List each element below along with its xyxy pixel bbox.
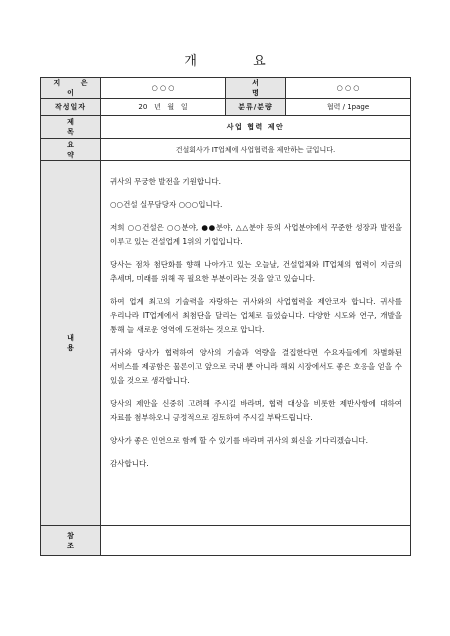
author-value: ○ ○ ○	[101, 78, 226, 99]
date-row	[41, 99, 411, 116]
reference-row	[41, 526, 411, 556]
content-paragraph: ○○건설 실무담당자 ○○○입니다.	[110, 200, 223, 209]
subject-label: 제 목	[41, 116, 101, 139]
date-label: 작성일자	[41, 99, 101, 116]
document-title: 개 요	[184, 54, 292, 69]
content-paragraph: 당사의 제안을 신중히 고려해 주시길 바라며, 협력 대상을 비롯한 제반사항에 대하여 자료를 첨부하오니 긍정적으로 검토하여 주시길 부탁드립니다.	[110, 399, 402, 422]
author-row	[41, 78, 411, 99]
content-paragraph: 귀사와 당사가 협력하여 양사의 기술과 역량을 결집한다면 수요자들에게 차별화된 서비스를 제공함은 물론이고 앞으로 국내 뿐 아니라 해외 시장에서도 좋은 호응을 얻을 수 있을 것으로 생각합니다.	[110, 348, 402, 385]
category-label: 분류/분량	[226, 99, 286, 116]
content-row	[41, 161, 411, 526]
content-paragraph: 하여 업계 최고의 기술력을 자랑하는 귀사와의 사업협력을 제안코자 합니다. 귀사를 우리나라 IT업계에서 최첨단을 달리는 업체로 들었습니다. 다양한 시도와 연구, 개발을 통해 늘 새로운 영역에 도전하는 것으로 압니다.	[110, 297, 402, 334]
content-paragraph: 당사는 점차 첨단화를 향해 나아가고 있는 오늘날, 건설업체와 IT업체의 협력이 지금의 추세며, 미래를 위해 꼭 필요한 부분이라는 것을 알고 있습니다.	[110, 260, 402, 283]
reference-label: 참 조	[41, 526, 101, 556]
overview-form-table	[40, 77, 411, 556]
signature-label: 서 명	[226, 78, 286, 99]
signature-value: ○ ○ ○	[286, 78, 411, 99]
summary-value: 건설회사가 IT업체에 사업협력을 제안하는 글입니다.	[101, 139, 411, 161]
subject-row	[41, 116, 411, 139]
content-paragraph: 저희 ○○건설은 ○○분야, ●●분야, △△분야 등의 사업분야에서 꾸준한 성장과 발전을 이루고 있는 건설업계 1위의 기업입니다.	[110, 223, 402, 246]
content-paragraph: 감사합니다.	[110, 459, 149, 468]
summary-row	[41, 139, 411, 161]
category-value: 협력 / 1page	[286, 99, 411, 116]
content-body	[101, 161, 411, 526]
content-label: 내 용	[41, 161, 101, 526]
author-label: 지 은 이	[41, 78, 101, 99]
reference-value	[101, 526, 411, 556]
content-paragraph: 귀사의 무궁한 발전을 기원합니다.	[110, 177, 221, 186]
subject-value: 사업 협력 제안	[101, 116, 411, 139]
content-paragraph: 양사가 좋은 인연으로 함께 할 수 있기를 바라며 귀사의 회신을 기다리겠습니다.	[110, 436, 369, 445]
summary-label: 요 약	[41, 139, 101, 161]
date-value: 20 년 월 일	[101, 99, 226, 116]
